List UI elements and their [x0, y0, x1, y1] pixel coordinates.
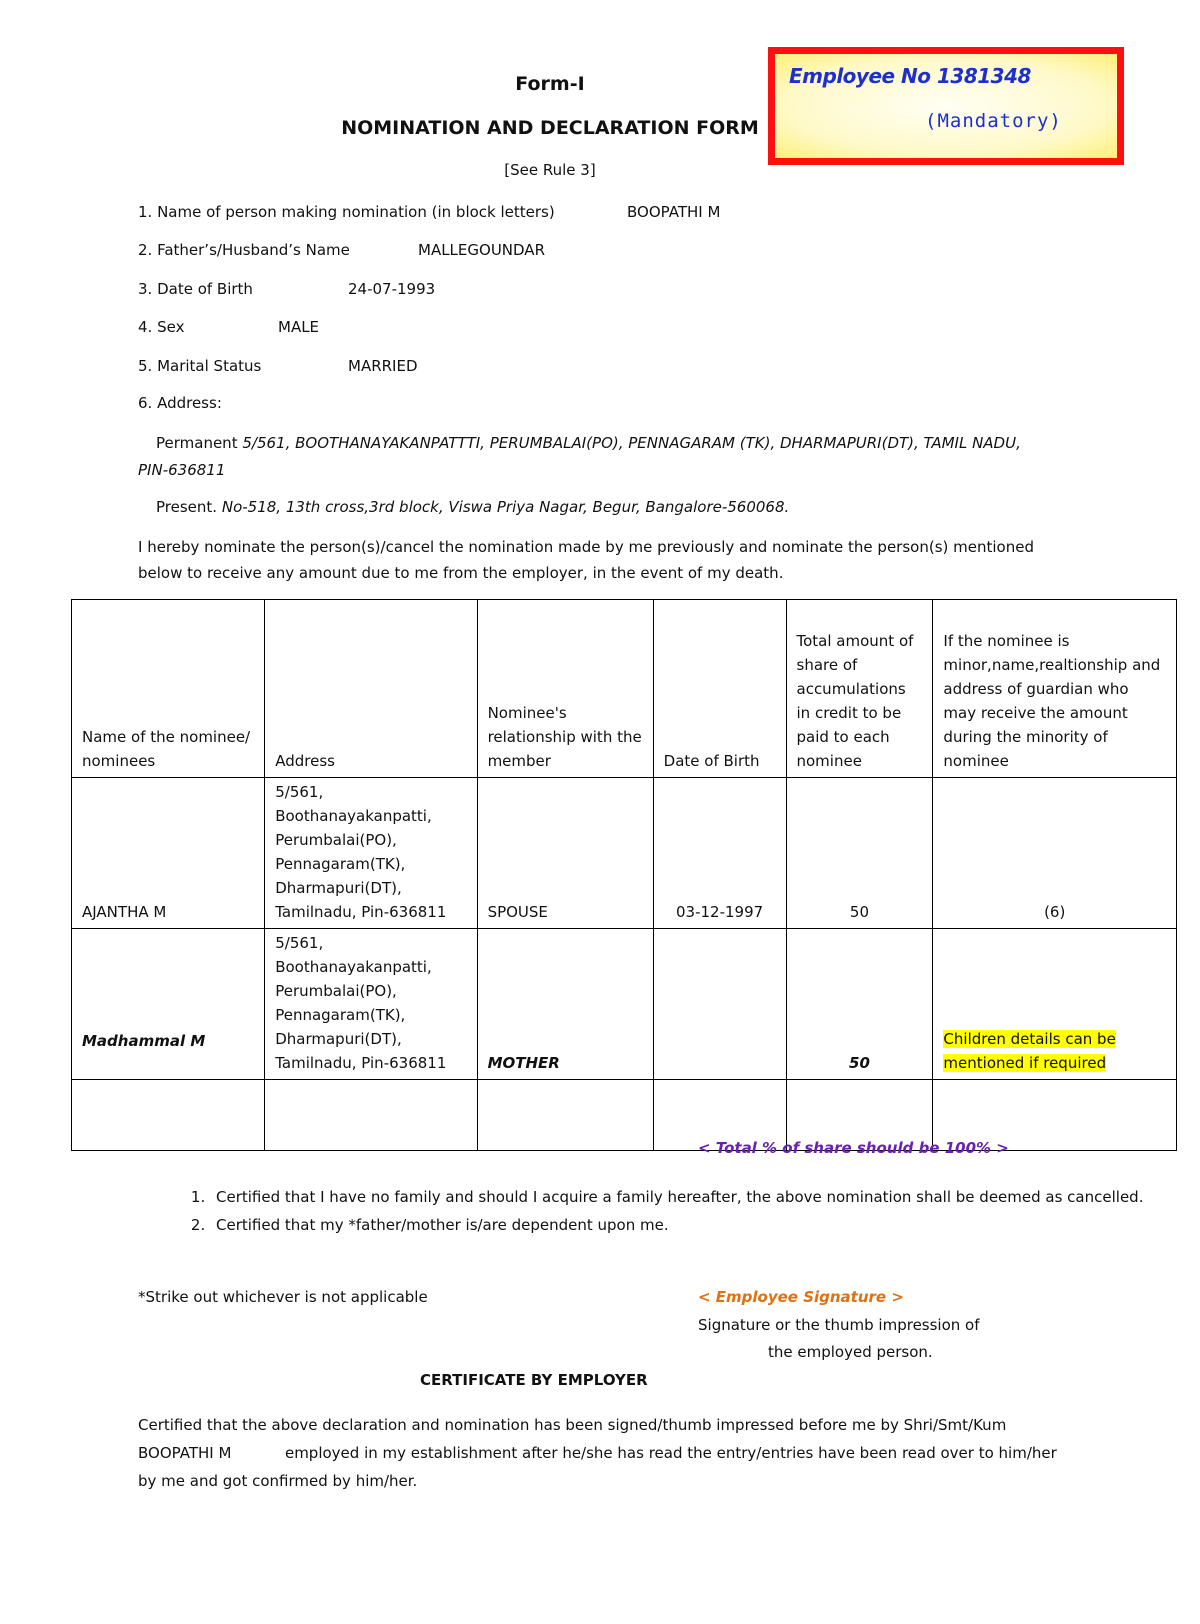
permanent-pin: PIN-636811: [138, 461, 226, 479]
guardian-note-line2: mentioned if required: [943, 1054, 1107, 1072]
employer-cert-rest: employed in my establishment after he/she has read the entry/entries have been read over to him/her: [284, 1444, 1057, 1462]
employee-number-box: [768, 47, 1124, 165]
marital-label: 5. Marital Status: [138, 357, 262, 375]
strike-out-note: *Strike out whichever is not applicable: [138, 1288, 428, 1306]
employer-certificate-title: CERTIFICATE BY EMPLOYER: [420, 1371, 648, 1389]
nominee-address: 5/561, Boothanayakanpatti, Perumbalai(PO), Pennagaram(TK), Dharmapuri(DT), Tamilnadu, Pin-636811: [265, 929, 477, 1080]
dob-value: 24-07-1993: [348, 280, 436, 298]
certification-item: 2. Certified that my *father/mother is/are dependent upon me.: [210, 1211, 1160, 1239]
header-guardian: If the nominee is minor,name,realtionship and address of guardian who may receive the amount during the minority of nominee: [933, 600, 1177, 778]
mandatory-note: (Mandatory): [925, 110, 1062, 132]
nomination-text-line2: below to receive any amount due to me from the employer, in the event of my death.: [138, 564, 784, 582]
certification-list: [170, 1183, 1160, 1239]
header-name: Name of the nominee/ nominees: [72, 600, 265, 778]
nominee-guardian: (6): [933, 778, 1177, 929]
employer-cert-line3: by me and got confirmed by him/her.: [138, 1472, 418, 1490]
father-label: 2. Father’s/Husband’s Name: [138, 241, 350, 259]
guardian-note-line1: Children details can be: [943, 1030, 1116, 1048]
nominee-guardian: [933, 929, 1177, 1080]
rule-reference: [See Rule 3]: [504, 161, 596, 179]
signature-placeholder: < Employee Signature >: [698, 1288, 904, 1306]
signature-caption-line2: the employed person.: [768, 1343, 933, 1361]
header-address: Address: [265, 600, 477, 778]
nominee-table: [71, 599, 1177, 1151]
signature-caption-line1: Signature or the thumb impression of: [698, 1316, 980, 1334]
sex-label: 4. Sex: [138, 318, 185, 336]
header-share: Total amount of share of accumulations in credit to be paid to each nominee: [786, 600, 933, 778]
nominee-relationship: SPOUSE: [477, 778, 653, 929]
employer-cert-line1: Certified that the above declaration and nomination has been signed/thumb impressed before me by Shri/Smt/Kum: [138, 1416, 1007, 1434]
employer-cert-name: BOOPATHI M: [138, 1444, 232, 1462]
father-value: MALLEGOUNDAR: [418, 241, 545, 259]
total-share-note: < Total % of share should be 100% >: [698, 1139, 1009, 1157]
nominee-address: 5/561, Boothanayakanpatti, Perumbalai(PO), Pennagaram(TK), Dharmapuri(DT), Tamilnadu, Pin-636811: [265, 778, 477, 929]
nominee-dob: [653, 929, 786, 1080]
nominee-share: 50: [786, 778, 933, 929]
header-relationship: Nominee's relationship with the member: [477, 600, 653, 778]
nominee-share: 50: [786, 929, 933, 1080]
table-row-empty: [72, 1080, 1177, 1151]
table-header-row: [72, 600, 1177, 778]
permanent-label: Permanent: [156, 434, 238, 452]
address-label: 6. Address:: [138, 394, 222, 412]
dob-label: 3. Date of Birth: [138, 280, 253, 298]
employee-number: Employee No 1381348: [789, 64, 1031, 88]
table-row: [72, 778, 1177, 929]
permanent-address: [156, 434, 1021, 452]
nominee-dob: 03-12-1997: [653, 778, 786, 929]
table-row: [72, 929, 1177, 1080]
name-label: 1. Name of person making nomination (in block letters): [138, 203, 555, 221]
name-value: BOOPATHI M: [627, 203, 721, 221]
form-subtitle: NOMINATION AND DECLARATION FORM: [341, 117, 759, 139]
employer-cert-line2: [138, 1444, 1057, 1462]
present-value: No-518, 13th cross,3rd block, Viswa Priya Nagar, Begur, Bangalore-560068.: [221, 498, 790, 516]
header-dob: Date of Birth: [653, 600, 786, 778]
nomination-text-line1: I hereby nominate the person(s)/cancel the nomination made by me previously and nominate the person(s) mentioned: [138, 538, 1034, 556]
certification-item: 1. Certified that I have no family and should I acquire a family hereafter, the above nomination shall be deemed as cancelled.: [210, 1183, 1160, 1211]
nominee-name: Madhammal M: [72, 929, 265, 1080]
nominee-relationship: MOTHER: [477, 929, 653, 1080]
sex-value: MALE: [278, 318, 320, 336]
present-address: [156, 498, 789, 516]
permanent-value: 5/561, BOOTHANAYAKANPATTTI, PERUMBALAI(PO), PENNAGARAM (TK), DHARMAPURI(DT), TAMIL NADU,: [242, 434, 1021, 452]
marital-value: MARRIED: [348, 357, 418, 375]
present-label: Present.: [156, 498, 218, 516]
form-title: Form-I: [515, 73, 585, 95]
nominee-name: AJANTHA M: [72, 778, 265, 929]
